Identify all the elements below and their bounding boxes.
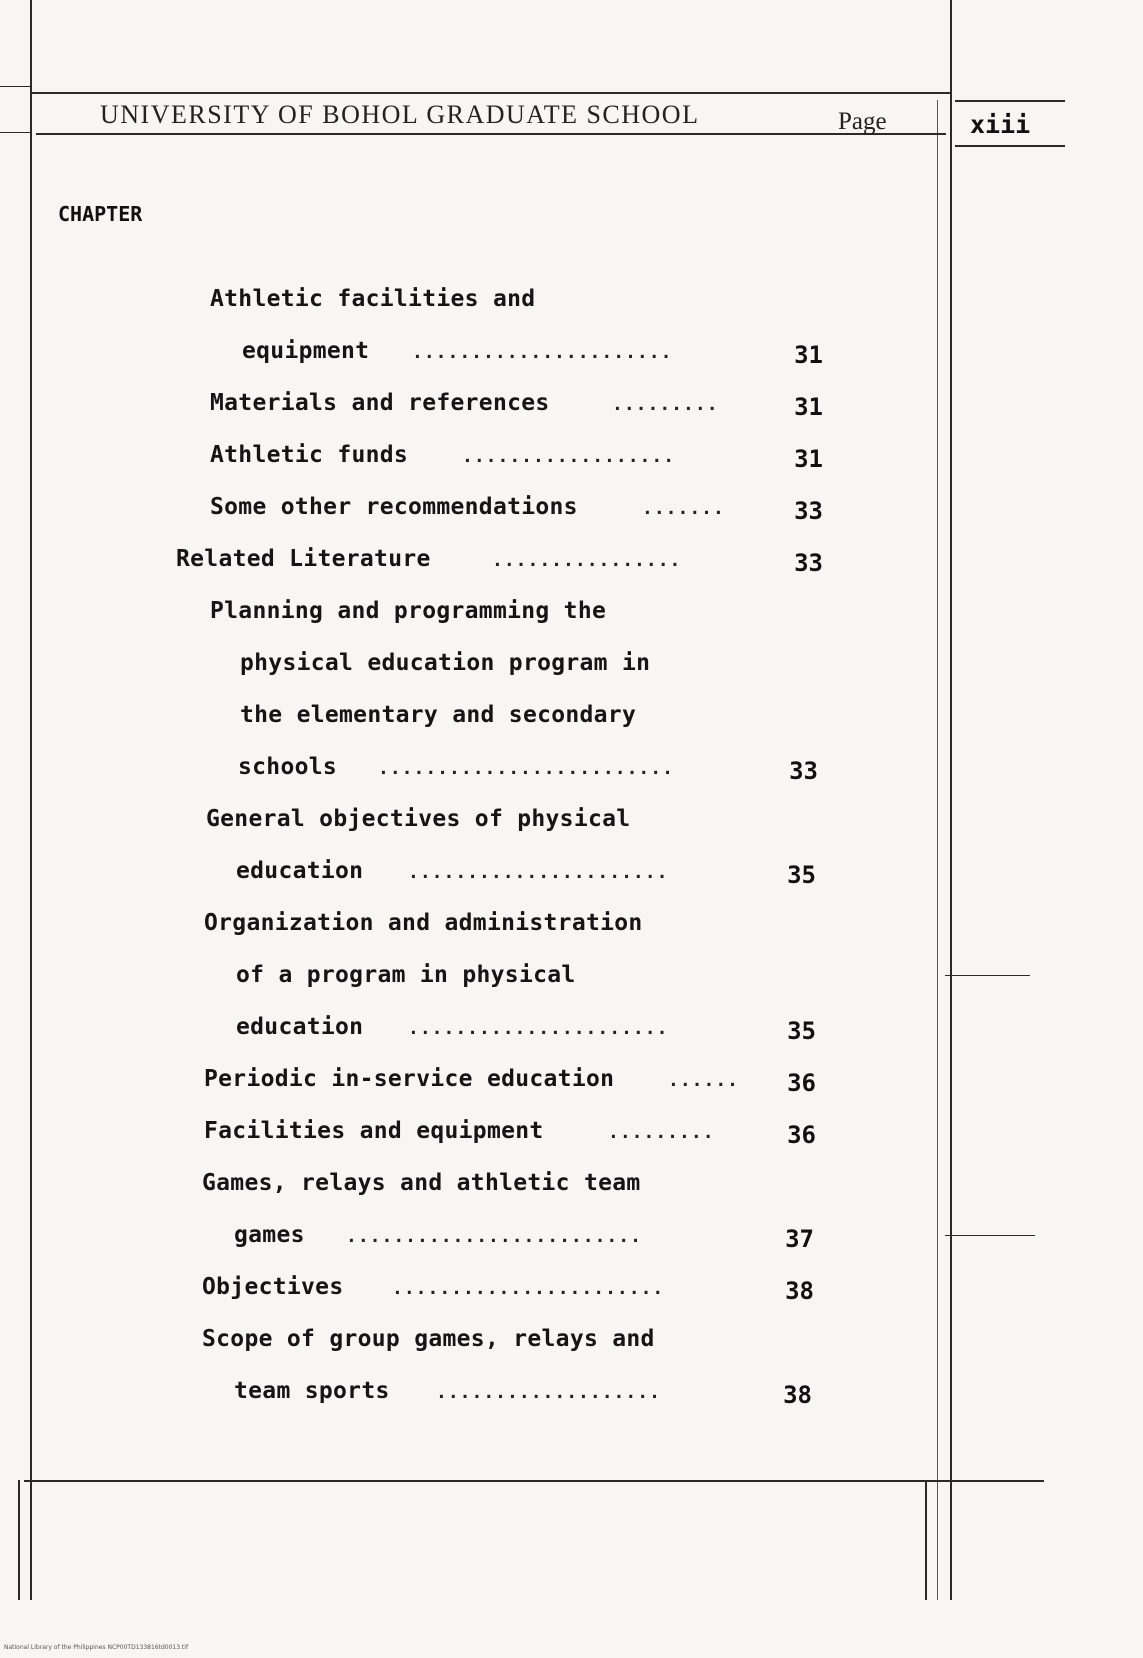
- toc-entry-text: games: [234, 1222, 305, 1248]
- left-tick-top: [0, 86, 30, 87]
- page-label: Page: [838, 108, 887, 135]
- toc-entry-text: schools: [238, 754, 338, 780]
- toc-entry-text: Games, relays and athletic team: [202, 1170, 641, 1196]
- toc-entry-text: the elementary and secondary: [240, 702, 637, 728]
- toc-leader-dots: .........................: [378, 758, 674, 779]
- toc-entry-text: Athletic funds: [210, 442, 409, 468]
- right-margin-rule: [950, 0, 952, 1600]
- header-top-rule: [30, 92, 950, 94]
- toc-leader-dots: .........: [612, 394, 719, 415]
- toc-entry-text: Materials and references: [210, 390, 550, 416]
- toc-page-number: 31: [794, 393, 823, 421]
- footer-rule: [24, 1480, 1044, 1482]
- toc-leader-dots: .......................: [392, 1278, 665, 1299]
- toc-entry-text: Related Literature: [176, 546, 431, 572]
- toc-page-number: 38: [783, 1381, 812, 1409]
- toc-entry-text: Athletic facilities and: [210, 286, 536, 312]
- left-margin-rule: [30, 0, 32, 1600]
- toc-entry-text: equipment: [242, 338, 370, 364]
- left-bottom-rule: [18, 1480, 20, 1600]
- right-tick-a: [945, 975, 1030, 976]
- toc-entry-text: Some other recommendations: [210, 494, 578, 520]
- toc-entry-text: Planning and programming the: [210, 598, 607, 624]
- right-tick-b: [945, 1235, 1035, 1236]
- toc-entry-text: education: [236, 858, 364, 884]
- toc-leader-dots: .........................: [346, 1226, 642, 1247]
- toc-page-number: 31: [794, 341, 823, 369]
- archive-footer-note: National Library of the Philippines NCP00TD133816td0013.tif: [4, 1644, 189, 1651]
- toc-entry-text: Scope of group games, relays and: [202, 1326, 655, 1352]
- toc-entry-text: Organization and administration: [204, 910, 643, 936]
- toc-leader-dots: ................: [492, 550, 682, 571]
- toc-leader-dots: .......: [642, 498, 725, 519]
- page-box-top-rule: [955, 100, 1065, 102]
- toc-leader-dots: ...................: [436, 1382, 661, 1403]
- toc-entry-text: Objectives: [202, 1274, 344, 1300]
- left-tick-mid: [0, 132, 30, 133]
- toc-leader-dots: ......: [668, 1070, 740, 1091]
- toc-leader-dots: ......................: [408, 862, 669, 883]
- toc-page-number: 38: [785, 1277, 814, 1305]
- institution-name: UNIVERSITY OF BOHOL GRADUATE SCHOOL: [100, 100, 700, 129]
- outer-right-rule: [937, 100, 938, 1600]
- toc-page-number: 35: [787, 861, 816, 889]
- page-box-bottom-rule: [955, 145, 1065, 147]
- toc-entry-text: of a program in physical: [236, 962, 576, 988]
- toc-page-number: 33: [794, 497, 823, 525]
- header-bottom-rule: [36, 133, 946, 135]
- toc-entry-text: Periodic in-service education: [204, 1066, 615, 1092]
- toc-page-number: 35: [787, 1017, 816, 1045]
- page-number: xiii: [970, 110, 1031, 139]
- chapter-heading: CHAPTER: [58, 202, 143, 226]
- toc-page-number: 36: [787, 1121, 816, 1149]
- toc-leader-dots: ......................: [408, 1018, 669, 1039]
- toc-leader-dots: ......................: [412, 342, 673, 363]
- toc-page-number: 37: [785, 1225, 814, 1253]
- toc-leader-dots: .........: [608, 1122, 715, 1143]
- toc-page-number: 33: [789, 757, 818, 785]
- right-bottom-rule: [925, 1480, 927, 1600]
- toc-page-number: 33: [794, 549, 823, 577]
- toc-entry-text: Facilities and equipment: [204, 1118, 544, 1144]
- toc-page-number: 36: [787, 1069, 816, 1097]
- toc-entry-text: General objectives of physical: [206, 806, 631, 832]
- toc-leader-dots: ..................: [462, 446, 676, 467]
- toc-page-number: 31: [794, 445, 823, 473]
- toc-entry-text: education: [236, 1014, 364, 1040]
- toc-entry-text: physical education program in: [240, 650, 651, 676]
- toc-entry-text: team sports: [234, 1378, 390, 1404]
